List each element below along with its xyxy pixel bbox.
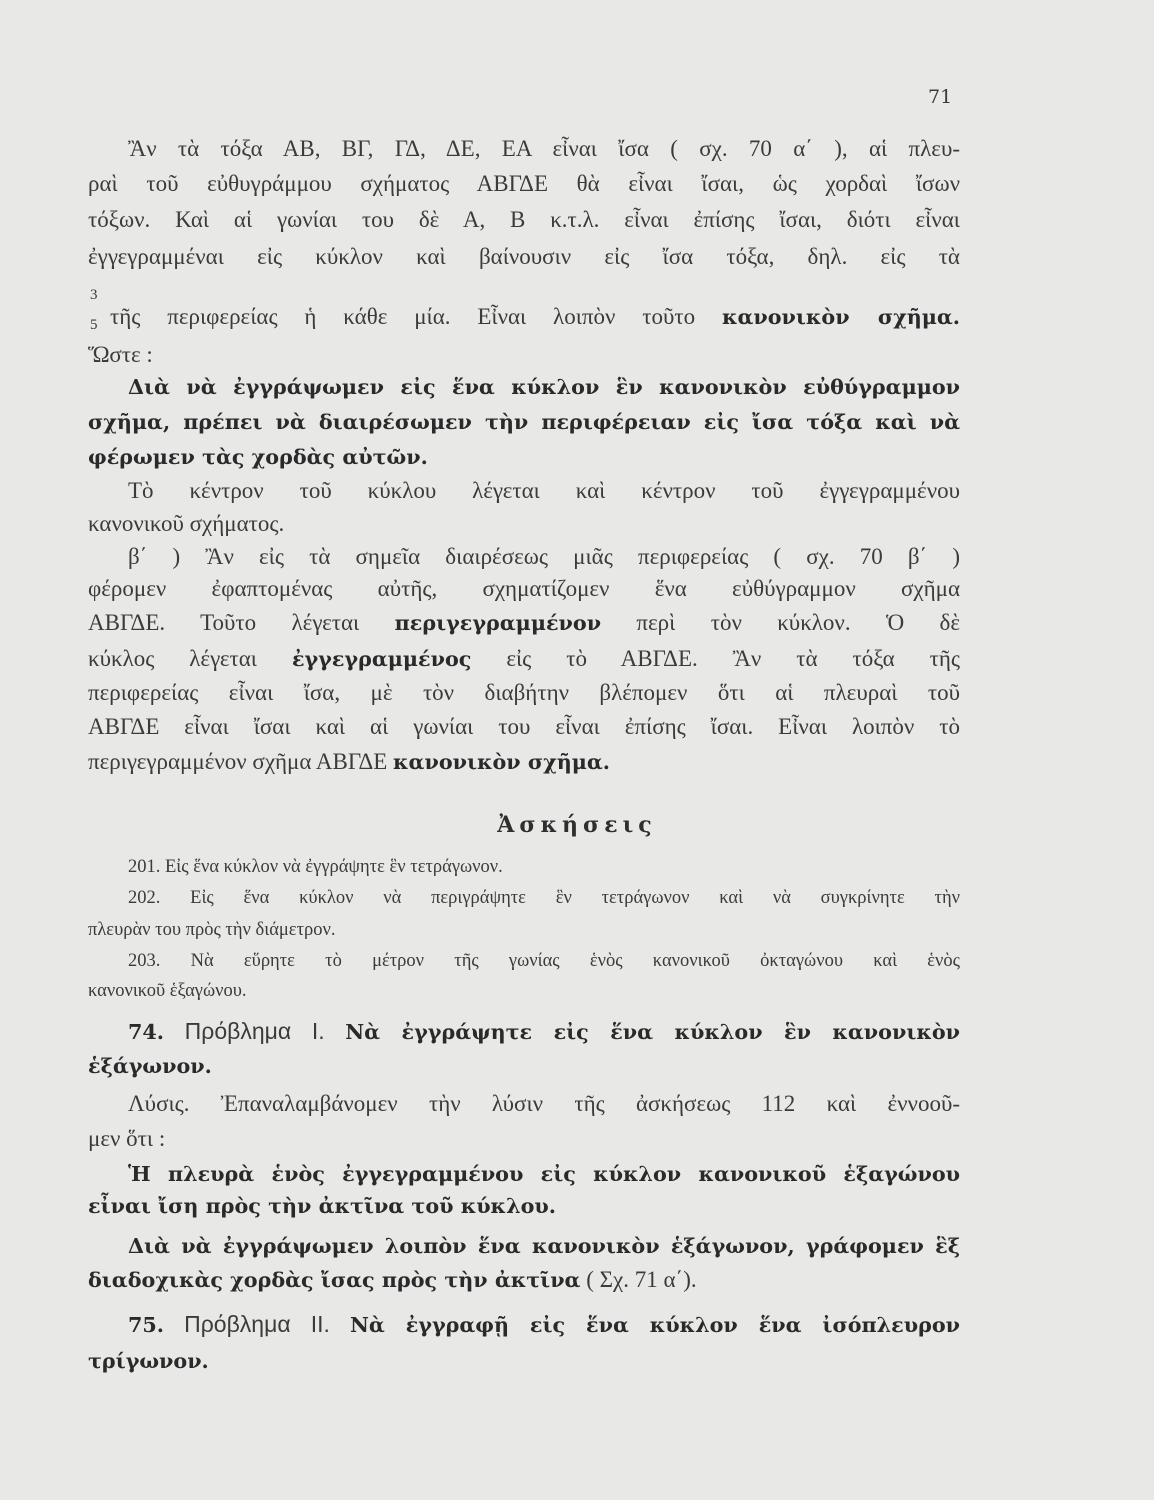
text-line [128, 1016, 960, 1047]
text-line [88, 1265, 960, 1295]
text-line [88, 712, 960, 742]
text-segment: ( Σχ. 71 α΄). [580, 1267, 697, 1292]
text-line [88, 169, 960, 199]
text-line [128, 542, 960, 572]
text-segment: Ὥστε : [88, 342, 153, 367]
text-segment: Ἂν τὰ τόξα ΑΒ, ΒΓ, ΓΔ, ΔΕ, ΕΑ εἶναι ἴσα ( σχ. 70 α΄ ), αἱ πλευ- [128, 136, 960, 161]
exercises-heading: Ἀσκήσεις [497, 812, 657, 838]
text-line [128, 852, 960, 882]
text-segment: εἰς τὸ ΑΒΓΔΕ. Ἂν τὰ τόξα τῆς [471, 646, 961, 671]
text-segment: περιφερείας εἶναι ἴσα, μὲ τὸν διαβήτην βλέπομεν ὅτι αἱ πλευραὶ τοῦ [88, 680, 960, 705]
text-line [128, 1309, 960, 1340]
text-line [88, 574, 960, 604]
bold-text: εἶναι ἴση πρὸς τὴν ἀκτῖνα τοῦ κύκλου. [88, 1194, 556, 1218]
bold-text: ἐγγεγραμμένος [291, 647, 472, 671]
text-line [88, 976, 960, 1006]
text-segment: τῆς περιφερείας ἡ κάθε μία. Εἶναι λοιπὸν τοῦτο [110, 304, 722, 329]
text-line [88, 678, 960, 708]
bold-text: τρίγωνον. [88, 1349, 209, 1373]
text-segment: β΄ ) Ἂν εἰς τὰ σημεῖα διαιρέσεως μιᾶς περιφερείας ( σχ. 70 β΄ ) [128, 544, 960, 569]
text-segment: Τὸ κέντρον τοῦ κύκλου λέγεται καὶ κέντρον τοῦ ἐγγεγραμμένου [128, 478, 960, 503]
bold-text: Διὰ νὰ ἐγγράψωμεν λοιπὸν ἕνα κανονικὸν ἑξάγωνον, γράφομεν ἓξ [128, 1234, 960, 1258]
text-segment: Πρόβλημα Ι. [164, 1018, 346, 1044]
text-segment: περιγεγραμμένον σχῆμα ΑΒΓΔΕ [88, 749, 394, 774]
text-segment: περὶ τὸν κύκλον. Ὁ δὲ [601, 610, 960, 635]
text-line [88, 1051, 960, 1081]
text-line [88, 509, 960, 539]
fraction-num: 3 [90, 287, 98, 303]
text-segment: μεν ὅτι : [88, 1126, 166, 1151]
fraction-den: 5 [90, 317, 98, 333]
text-line [88, 915, 960, 945]
text-line [128, 1089, 960, 1119]
text-line [88, 242, 960, 272]
fraction [88, 287, 110, 333]
bold-text: κανονικὸν σχῆμα. [393, 750, 611, 774]
bold-text: Νὰ ἐγγράψητε εἰς ἕνα κύκλον ἓν κανονικὸν [345, 1020, 960, 1044]
text-line [88, 442, 960, 472]
bold-text: περιγεγραμμένον [394, 611, 602, 635]
text-segment: ἐγγεγραμμέναι εἰς κύκλον καὶ βαίνουσιν εἰς ἴσα τόξα, δηλ. εἰς τὰ [88, 244, 960, 269]
text-line [88, 407, 960, 437]
text-line [128, 476, 960, 506]
text-segment: πλευρὰν του πρὸς τὴν διάμετρον. [88, 920, 336, 940]
text-line [88, 747, 960, 777]
text-segment: 202. Εἰς ἕνα κύκλον νὰ περιγράψητε ἓν τετράγωνον καὶ νὰ συγκρίνητε τὴν [128, 888, 960, 908]
text-segment: Πρόβλημα ΙΙ. [164, 1311, 350, 1337]
bold-text: ἑξάγωνον. [88, 1054, 212, 1078]
text-segment: ΑΒΓΔΕ. Τοῦτο λέγεται [88, 610, 395, 635]
bold-text: κανονικὸν σχῆμα. [721, 305, 961, 329]
text-segment: 203. Νὰ εὕρητε τὸ μέτρον τῆς γωνίας ἑνὸς κανονικοῦ ὀκταγώνου καὶ ἑνὸς [128, 951, 960, 971]
text-segment: κύκλος λέγεται [88, 646, 292, 671]
text-line [88, 1346, 960, 1376]
text-line [128, 1159, 960, 1189]
text-line [88, 608, 960, 638]
text-segment: κανονικοῦ ἑξαγώνου. [88, 981, 247, 1001]
bold-text: 75. [128, 1313, 164, 1337]
text-segment: τόξων. Καὶ αἱ γωνίαι του δὲ Α, Β κ.τ.λ. εἶναι ἐπίσης ἴσαι, διότι εἶναι [88, 207, 960, 232]
text-line [128, 372, 960, 402]
text-segment: ραὶ τοῦ εὐθυγράμμου σχήματος ΑΒΓΔΕ θὰ εἶναι ἴσαι, ὡς χορδαὶ ἴσων [88, 171, 960, 196]
text-segment: φέρομεν ἐφαπτομένας αὐτῆς, σχηματίζομεν ἕνα εὐθύγραμμον σχῆμα [88, 576, 960, 601]
bold-text: διαδοχικὰς χορδὰς ἴσας πρὸς τὴν ἀκτῖνα [88, 1268, 581, 1292]
text-segment: Λύσις. Ἐπαναλαμβάνομεν τὴν λύσιν τῆς ἀσκήσεως 112 καὶ ἐννοοῦ- [128, 1091, 960, 1116]
bold-text: 74. [128, 1020, 164, 1044]
text-line [88, 287, 961, 333]
bold-text: σχῆμα, πρέπει νὰ διαιρέσωμεν τὴν περιφέρειαν εἰς ἴσα τόξα καὶ νὰ [88, 410, 960, 434]
text-segment: ΑΒΓΔΕ εἶναι ἴσαι καὶ αἱ γωνίαι του εἶναι ἐπίσης ἴσαι. Εἶναι λοιπὸν τὸ [88, 714, 960, 739]
text-line [88, 644, 960, 674]
text-line [128, 1231, 960, 1261]
bold-text: Ἡ πλευρὰ ἑνὸς ἐγγεγραμμένου εἰς κύκλον κανονικοῦ ἑξαγώνου [128, 1162, 960, 1186]
text-line [88, 1191, 960, 1221]
text-segment: 201. Εἰς ἕνα κύκλον νὰ ἐγγράψητε ἓν τετράγωνον. [128, 857, 503, 877]
text-line [88, 340, 960, 370]
bold-text: Διὰ νὰ ἐγγράψωμεν εἰς ἕνα κύκλον ἓν κανονικὸν εὐθύγραμμον [128, 375, 960, 399]
text-line [128, 134, 960, 164]
text-segment: κανονικοῦ σχήματος. [88, 511, 285, 536]
bold-text: φέρωμεν τὰς χορδὰς αὐτῶν. [88, 445, 428, 469]
bold-text: Νὰ ἐγγραφῇ εἰς ἕνα κύκλον ἕνα ἰσόπλευρον [349, 1313, 960, 1337]
text-line [88, 1124, 960, 1154]
page-number: 71 [928, 86, 953, 108]
text-line [128, 883, 960, 913]
text-line [88, 205, 960, 235]
text-line [128, 946, 960, 976]
